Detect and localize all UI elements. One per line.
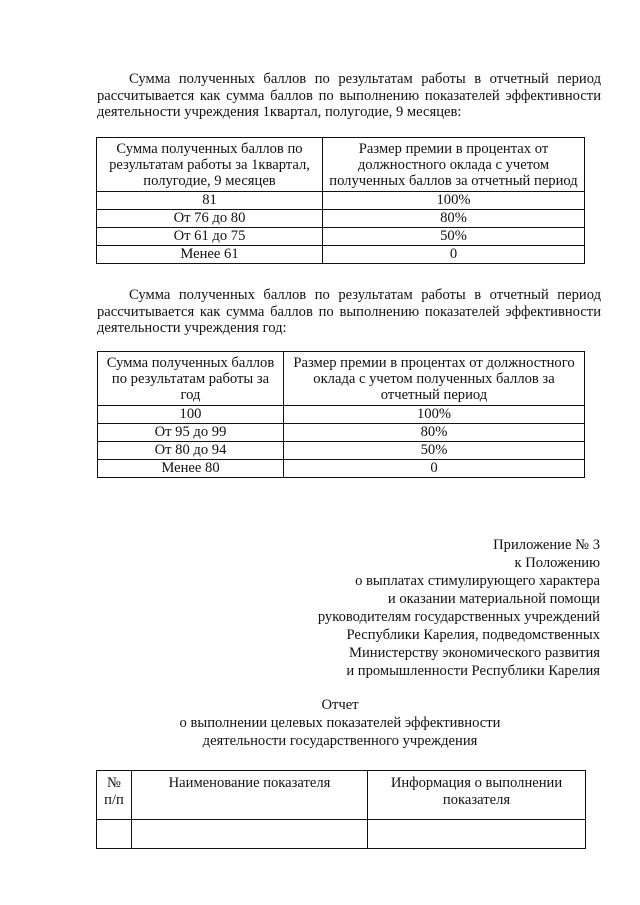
- header-number: № п/п: [97, 771, 132, 820]
- table-row: [98, 424, 585, 442]
- appendix-line: Республики Карелия, подведомственных: [346, 627, 600, 643]
- cell-percent: 80%: [323, 210, 585, 228]
- cell-points: Менее 61: [97, 246, 323, 264]
- paragraph-quarterly-text: Сумма полученных баллов по результатам работы в отчетный период рассчитывается как сумма баллов по выполнению показателей эффективности деятельности учреждения 1квартал, полугодие, 9 месяцев:: [97, 71, 601, 120]
- cell-percent: 100%: [284, 406, 585, 424]
- paragraph-annual: [97, 287, 601, 337]
- cell-points: От 95 до 99: [98, 424, 284, 442]
- appendix-header: [180, 536, 600, 680]
- report-title-line: деятельности государственного учреждения: [202, 733, 478, 749]
- table-row: [97, 192, 585, 210]
- table-row: [98, 406, 585, 424]
- cell-points: 100: [98, 406, 284, 424]
- cell-percent: 100%: [323, 192, 585, 210]
- cell-points: От 61 до 75: [97, 228, 323, 246]
- table-row: [97, 228, 585, 246]
- appendix-line: руководителям государственных учреждений: [317, 609, 600, 625]
- header-indicator-name: Наименование показателя: [132, 771, 368, 820]
- report-title-line: о выполнении целевых показателей эффективности: [179, 715, 501, 731]
- cell-percent: 80%: [284, 424, 585, 442]
- cell-points: От 80 до 94: [98, 442, 284, 460]
- header-bonus-percent: Размер премии в процентах от должностного оклада с учетом полученных баллов за отчетный период: [323, 138, 585, 192]
- table-row: [97, 210, 585, 228]
- header-bonus-percent: Размер премии в процентах от должностного оклада с учетом полученных баллов за отчетный период: [284, 352, 585, 406]
- report-title: [100, 696, 580, 750]
- appendix-line: и оказании материальной помощи: [387, 591, 600, 607]
- report-title-line: Отчет: [321, 697, 359, 713]
- paragraph-quarterly: [97, 71, 601, 121]
- table-header-row: [97, 138, 585, 192]
- header-indicator-info: Информация о выполнении показателя: [368, 771, 586, 820]
- table-header-row: [97, 771, 586, 820]
- header-points: Сумма полученных баллов по результатам работы за год: [98, 352, 284, 406]
- paragraph-annual-text: Сумма полученных баллов по результатам работы в отчетный период рассчитывается как сумма баллов по выполнению показателей эффективности деятельности учреждения год:: [97, 287, 601, 336]
- cell-percent: 0: [284, 460, 585, 478]
- cell-percent: 50%: [323, 228, 585, 246]
- cell-percent: 50%: [284, 442, 585, 460]
- table-row: [98, 442, 585, 460]
- cell-indicator-info: [368, 820, 586, 849]
- cell-number: [97, 820, 132, 849]
- cell-points: Менее 80: [98, 460, 284, 478]
- table-row: [97, 820, 586, 849]
- appendix-line: и промышленности Республики Карелия: [346, 663, 600, 679]
- cell-percent: 0: [323, 246, 585, 264]
- cell-points: От 76 до 80: [97, 210, 323, 228]
- table-row: [98, 460, 585, 478]
- appendix-line: Министерству экономического развития: [348, 645, 600, 661]
- cell-indicator-name: [132, 820, 368, 849]
- table-report-indicators: [96, 770, 586, 849]
- cell-points: 81: [97, 192, 323, 210]
- appendix-line: о выплатах стимулирующего характера: [355, 573, 600, 589]
- appendix-line: Приложение № 3: [493, 537, 600, 553]
- table-quarterly-bonus: [96, 137, 585, 264]
- table-annual-bonus: [97, 351, 585, 478]
- table-header-row: [98, 352, 585, 406]
- header-points: Сумма полученных баллов по результатам работы за 1квартал, полугодие, 9 месяцев: [97, 138, 323, 192]
- table-row: [97, 246, 585, 264]
- appendix-line: к Положению: [514, 555, 600, 571]
